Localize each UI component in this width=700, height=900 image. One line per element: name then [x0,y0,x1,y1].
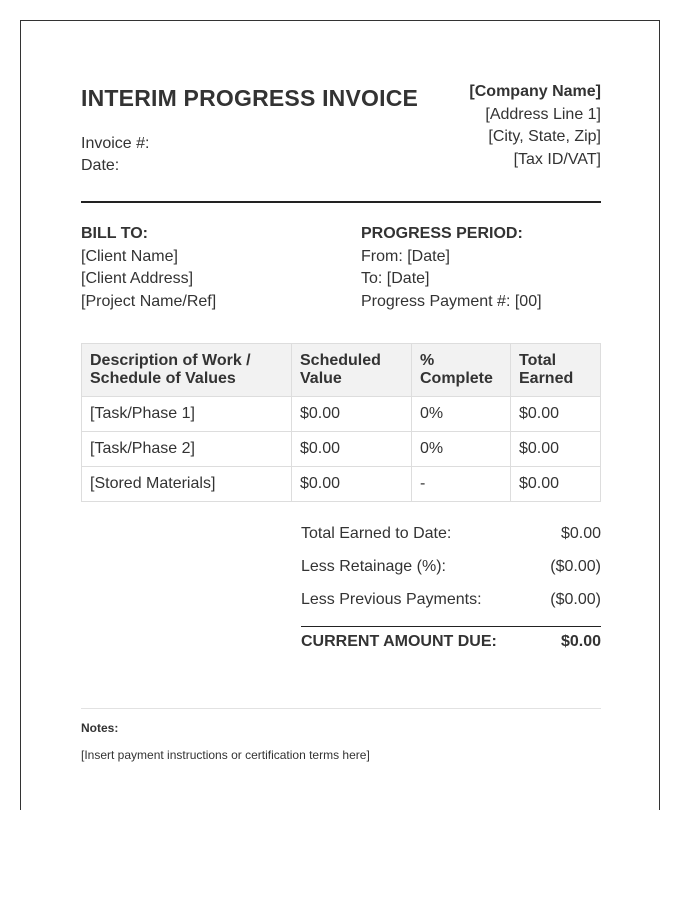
row-description: [Task/Phase 2] [82,432,292,467]
notes-divider [81,708,601,709]
row-scheduled-value: $0.00 [292,397,412,432]
column-header-percent-complete: % Complete [412,344,511,397]
notes-text: [Insert payment instructions or certification terms here] [81,748,370,762]
table-row [82,432,601,467]
company-tax-id: [Tax ID/VAT] [513,150,601,168]
column-header-description: Description of Work / Schedule of Values [82,344,292,397]
row-total-earned: $0.00 [511,397,601,432]
invoice-page [20,20,660,810]
retainage-row [301,558,601,591]
progress-payment-number: Progress Payment #: [00] [361,292,542,310]
column-header-scheduled-value: Scheduled Value [292,344,412,397]
row-description: [Task/Phase 1] [82,397,292,432]
header-divider [81,201,601,203]
row-total-earned: $0.00 [511,467,601,502]
invoice-content [81,21,601,762]
row-percent-complete: 0% [412,397,511,432]
company-address: [Address Line 1] [485,105,601,123]
period-from: From: [Date] [361,247,450,265]
row-scheduled-value: $0.00 [292,467,412,502]
progress-period-block [361,223,542,313]
retainage-label: Less Retainage (%): [301,558,446,575]
progress-period-heading: PROGRESS PERIOD: [361,225,523,242]
bill-to-block [81,223,216,313]
total-earned-label: Total Earned to Date: [301,525,452,542]
column-header-total-earned: Total Earned [511,344,601,397]
company-city: [City, State, Zip] [488,128,601,145]
client-name: [Client Name] [81,247,178,265]
totals-section [301,525,601,657]
row-scheduled-value: $0.00 [292,432,412,467]
project-ref: [Project Name/Ref] [81,292,217,310]
row-percent-complete: 0% [412,432,511,467]
table-row [82,397,601,432]
previous-payments-value: ($0.00) [550,591,601,608]
amount-due-value: $0.00 [560,633,601,650]
previous-payments-label: Less Previous Payments: [301,591,482,608]
company-info [469,81,601,171]
row-description: [Stored Materials] [82,467,292,502]
amount-due-row [301,626,601,657]
invoice-date-label: Date: [81,157,120,174]
total-earned-row [301,525,601,558]
table-header-row [82,344,601,397]
previous-payments-row [301,591,601,624]
notes-label: Notes: [81,721,119,735]
invoice-header [81,21,601,201]
client-address: [Client Address] [81,270,194,287]
company-name: [Company Name] [469,83,601,100]
row-total-earned: $0.00 [511,432,601,467]
retainage-value: ($0.00) [550,558,601,575]
schedule-of-values-table [81,343,601,502]
invoice-number-label: Invoice #: [81,135,150,152]
amount-due-label: CURRENT AMOUNT DUE: [301,633,497,650]
period-to: To: [Date] [361,270,430,287]
row-percent-complete: - [412,467,511,502]
page-title: INTERIM PROGRESS INVOICE [81,85,419,111]
table-row [82,467,601,502]
invoice-meta [81,133,149,177]
bill-to-heading: BILL TO: [81,225,148,242]
total-earned-value: $0.00 [560,525,601,542]
